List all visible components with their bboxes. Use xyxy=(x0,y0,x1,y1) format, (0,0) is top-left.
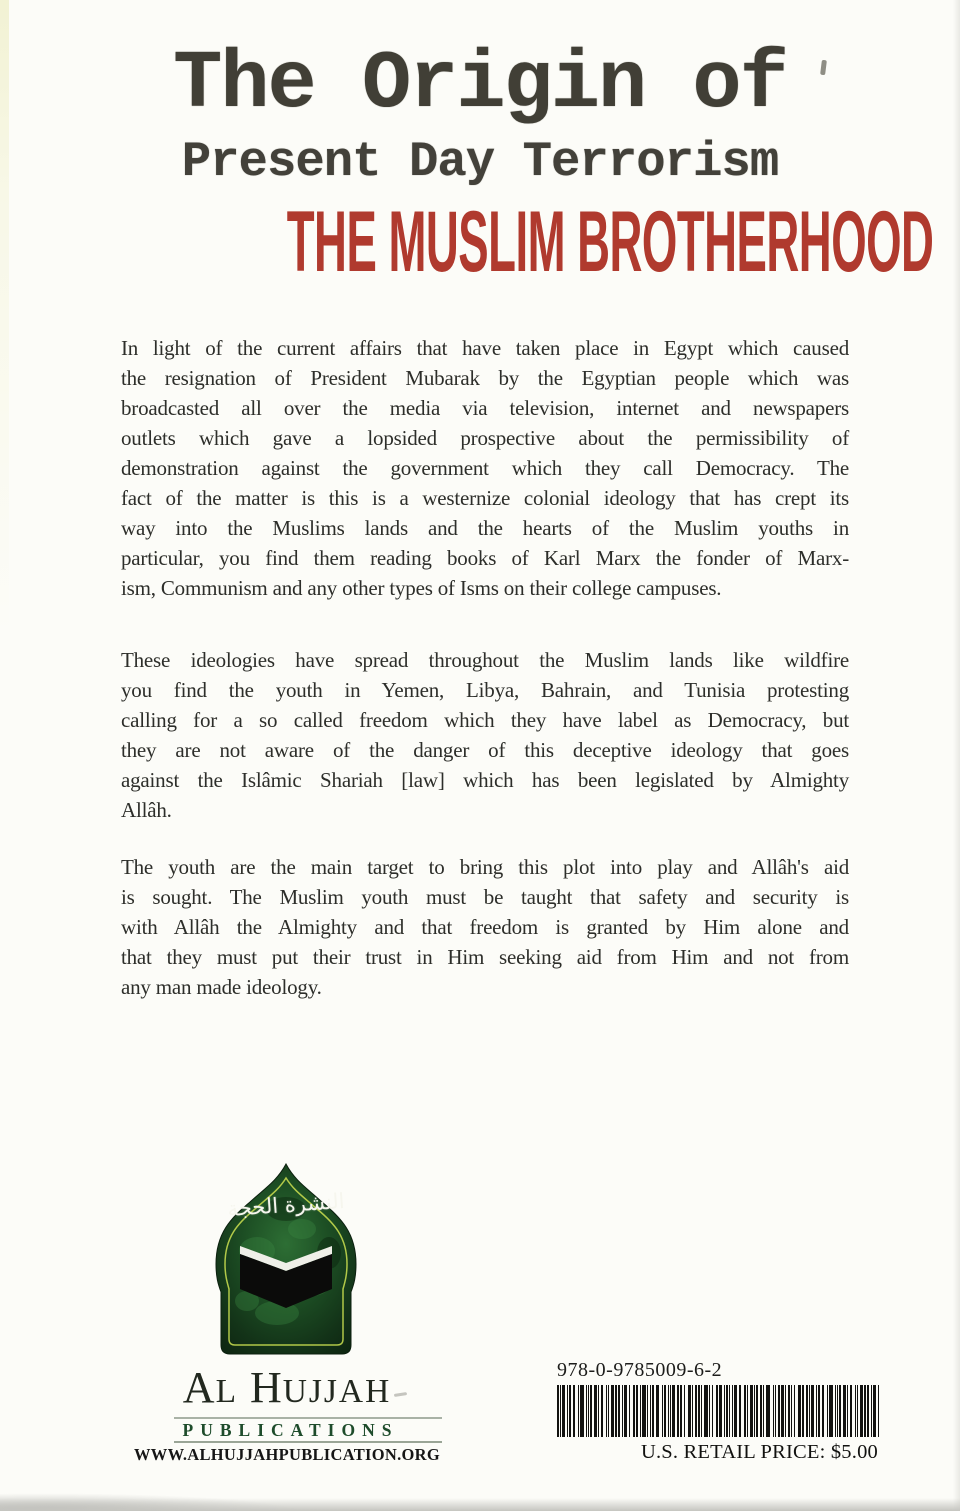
barcode-block xyxy=(557,1359,884,1464)
publisher-website: WWW.ALHUJJAHPUBLICATION.ORG xyxy=(133,1445,441,1464)
logo-arabic-text: النشرة الحجة xyxy=(226,1188,346,1222)
paragraph xyxy=(121,333,849,603)
text-line: against the Islâmic Shariah [law] which has been legislated by Almighty xyxy=(121,768,849,792)
text-line: with Allâh the Almighty and that freedom is granted by Him alone and xyxy=(121,915,849,939)
text-line: you find the youth in Yemen, Libya, Bahrain, and Tunisia protesting xyxy=(121,678,849,702)
divider-line xyxy=(174,1441,442,1443)
text-line: outlets which gave a lopsided prospective about the permissibility of xyxy=(121,426,849,450)
text-line: they are not aware of the danger of this deceptive ideology that goes xyxy=(121,738,849,762)
text-line: is sought. The Muslim youth must be taught that safety and security is xyxy=(121,885,849,909)
title-line-1: The Origin of xyxy=(173,38,787,131)
text-line: way into the Muslims lands and the hearts of the Muslim youths in xyxy=(121,516,849,540)
body-paragraphs xyxy=(121,333,849,1002)
barcode-bars xyxy=(557,1385,884,1437)
text-line: demonstration against the government which they call Democracy. The xyxy=(121,456,849,480)
text-line: ism, Communism and any other types of Isms on their college campuses. xyxy=(121,576,722,600)
publisher-name: AL HUJJAH xyxy=(182,1363,392,1412)
text-line: fact of the matter is this is a westernize colonial ideology that has crept its xyxy=(121,486,849,510)
divider-line xyxy=(174,1417,442,1419)
publisher-logo xyxy=(207,1161,365,1357)
text-line: Allâh. xyxy=(121,798,172,822)
text-line: broadcasted all over the media via television, internet and newspapers xyxy=(121,396,849,420)
text-line: any man made ideology. xyxy=(121,975,322,999)
retail-price: U.S. RETAIL PRICE: $5.00 xyxy=(640,1441,878,1463)
text-line: The youth are the main target to bring this plot into play and Allâh's aid xyxy=(121,855,849,879)
subtitle-row xyxy=(0,194,960,290)
text-line: the resignation of President Mubarak by the Egyptian people which was xyxy=(121,366,849,390)
paragraph xyxy=(121,645,849,825)
publications-label: PUBLICATIONS xyxy=(182,1420,399,1440)
text-line: calling for a so called freedom which they have label as Democracy, but xyxy=(121,708,849,732)
paragraph xyxy=(121,852,849,1002)
text-line: particular, you find them reading books of Karl Marx the fonder of Marx- xyxy=(121,546,849,570)
title-block xyxy=(0,38,960,290)
isbn-number: 978-0-9785009-6-2 xyxy=(557,1359,723,1381)
title-line-2: Present Day Terrorism xyxy=(181,134,779,190)
text-line: These ideologies have spread throughout the Muslim lands like wildfire xyxy=(121,648,849,672)
text-line: In light of the current affairs that have taken place in Egypt which caused xyxy=(121,336,849,360)
text-line: that they must put their trust in Him seeking aid from Him and not from xyxy=(121,945,849,969)
scan-edge-bottom xyxy=(0,1498,960,1511)
subtitle-red-title: THE MUSLIM BROTHERHOOD xyxy=(286,194,934,290)
